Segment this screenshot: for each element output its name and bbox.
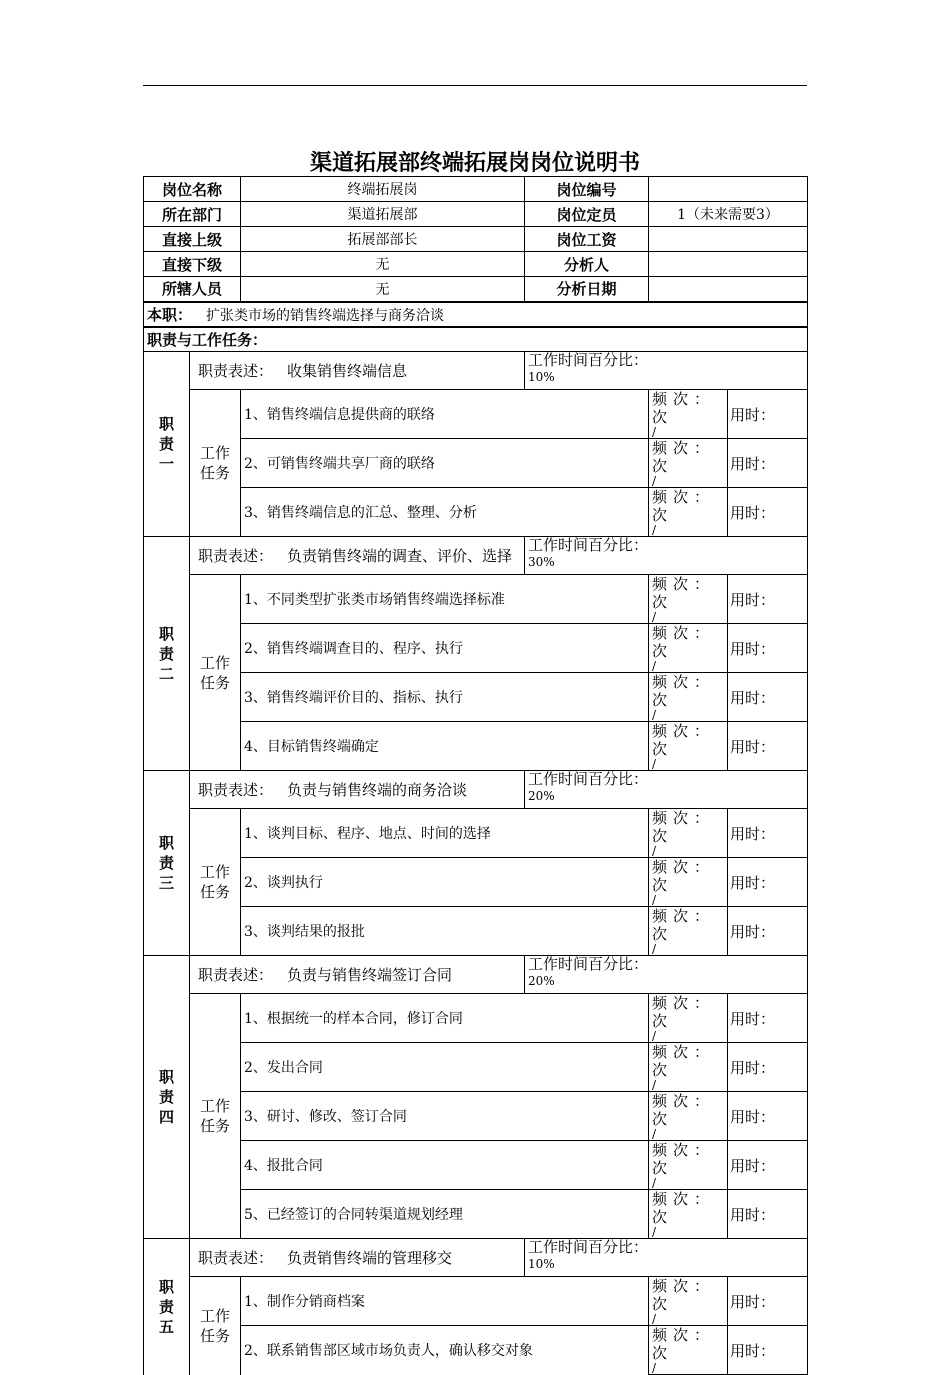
task-label-line: 工作 [200, 1306, 231, 1325]
time-percentage-value: 20% [528, 789, 555, 803]
summary-row [144, 302, 808, 327]
duty-number-char: 责 [158, 644, 174, 663]
header-value: 无 [241, 252, 525, 277]
duties-heading: 职责与工作任务： [144, 327, 808, 352]
task-text: 1、谈判目标、程序、地点、时间的选择 [241, 809, 649, 858]
task-label-line: 工作 [200, 863, 231, 881]
task-row [144, 994, 808, 1043]
header-value: 1（未来需要3） [649, 202, 808, 227]
header-rule [143, 85, 807, 86]
summary-cell [144, 302, 808, 327]
duty-number-cell [144, 352, 190, 537]
frequency-slash: / [652, 1361, 657, 1375]
header-row [144, 277, 808, 302]
usetime-cell: 用时： [728, 575, 808, 624]
frequency-cell [649, 1043, 728, 1092]
duty-statement-cell [190, 1239, 525, 1277]
statement-text: 负责与销售终端的商务洽谈 [287, 781, 468, 799]
frequency-cell [649, 673, 728, 722]
task-text: 1、不同类型扩张类市场销售终端选择标准 [241, 575, 649, 624]
usetime-cell: 用时： [728, 488, 808, 537]
summary-label: 本职： [147, 305, 193, 324]
time-percentage-label: 工作时间百分比： [528, 955, 649, 973]
frequency-label: 频次：次 [652, 439, 716, 475]
task-row [144, 488, 808, 537]
duty-statement-row [144, 771, 808, 809]
frequency-slash: / [652, 893, 657, 907]
duty-number-cell [144, 956, 190, 1239]
task-row [144, 673, 808, 722]
task-label-line: 工作 [200, 653, 231, 672]
task-row [144, 624, 808, 673]
duty-statement-row [144, 956, 808, 994]
header-value: 无 [241, 277, 525, 302]
statement-label: 职责表述： [198, 1249, 274, 1267]
time-percentage-value: 10% [528, 370, 555, 384]
frequency-cell [649, 439, 728, 488]
header-label: 分析日期 [525, 277, 649, 302]
duty-statement-row [144, 537, 808, 575]
duty-number-char: 一 [158, 455, 174, 473]
duty-number-char: 二 [158, 664, 174, 683]
task-text: 3、研讨、修改、签订合同 [241, 1092, 649, 1141]
task-text: 1、制作分销商档案 [241, 1277, 649, 1326]
header-label: 直接下级 [144, 252, 241, 277]
time-percentage-cell [525, 956, 808, 994]
header-label: 岗位名称 [144, 177, 241, 202]
task-text: 2、谈判执行 [241, 858, 649, 907]
task-text: 2、发出合同 [241, 1043, 649, 1092]
task-text: 4、目标销售终端确定 [241, 722, 649, 771]
frequency-cell [649, 1190, 728, 1239]
usetime-cell: 用时： [728, 1141, 808, 1190]
header-value: 渠道拓展部 [241, 202, 525, 227]
duty-statement-cell [190, 956, 525, 994]
frequency-cell [649, 488, 728, 537]
header-row [144, 227, 808, 252]
frequency-slash: / [652, 1176, 657, 1190]
frequency-slash: / [652, 474, 657, 488]
task-row [144, 809, 808, 858]
time-percentage-cell [525, 352, 808, 390]
header-value: 终端拓展岗 [241, 177, 525, 202]
frequency-label: 频次：次 [652, 1043, 716, 1079]
usetime-cell: 用时： [728, 1043, 808, 1092]
task-label-cell [190, 1277, 241, 1375]
time-percentage-cell [525, 537, 808, 575]
frequency-slash: / [652, 942, 657, 956]
duty-number-char: 职 [158, 1068, 174, 1086]
duties-heading-row [144, 327, 808, 352]
duty-statement-row [144, 1239, 808, 1277]
statement-text: 负责与销售终端签订合同 [287, 966, 453, 984]
frequency-label: 频次：次 [652, 488, 716, 524]
usetime-cell: 用时： [728, 809, 808, 858]
statement-text: 负责销售终端的管理移交 [287, 1249, 453, 1267]
frequency-label: 频次：次 [652, 673, 716, 709]
header-label: 所辖人员 [144, 277, 241, 302]
job-description-table [143, 176, 808, 1375]
frequency-label: 频次：次 [652, 624, 716, 660]
task-label-line: 工作 [200, 444, 231, 462]
task-label-line: 任务 [200, 1117, 231, 1135]
usetime-cell: 用时： [728, 858, 808, 907]
usetime-cell: 用时： [728, 1326, 808, 1375]
frequency-label: 频次：次 [652, 575, 716, 611]
frequency-slash: / [652, 757, 657, 771]
header-value [649, 252, 808, 277]
summary-value: 扩张类市场的销售终端选择与商务洽谈 [206, 307, 445, 324]
frequency-label: 频次：次 [652, 1141, 716, 1177]
task-label-line: 任务 [200, 464, 231, 482]
frequency-label: 频次：次 [652, 1190, 716, 1226]
statement-label: 职责表述： [198, 781, 274, 799]
frequency-cell [649, 907, 728, 956]
statement-label: 职责表述： [198, 362, 274, 380]
task-label-line: 任务 [200, 673, 231, 692]
statement-label: 职责表述： [198, 547, 274, 565]
frequency-label: 频次：次 [652, 809, 716, 845]
usetime-cell: 用时： [728, 1092, 808, 1141]
task-row [144, 907, 808, 956]
frequency-cell [649, 1277, 728, 1326]
header-value: 拓展部部长 [241, 227, 525, 252]
frequency-cell [649, 994, 728, 1043]
frequency-cell [649, 390, 728, 439]
task-label-line: 工作 [200, 1097, 231, 1115]
header-label: 所在部门 [144, 202, 241, 227]
frequency-cell [649, 722, 728, 771]
frequency-slash: / [652, 425, 657, 439]
task-label-line: 任务 [200, 1326, 231, 1345]
frequency-slash: / [652, 708, 657, 722]
duty-statement-row [144, 352, 808, 390]
frequency-cell [649, 1141, 728, 1190]
time-percentage-label: 工作时间百分比： [528, 351, 649, 369]
frequency-cell [649, 858, 728, 907]
task-row [144, 1277, 808, 1326]
frequency-label: 频次：次 [652, 907, 716, 943]
frequency-label: 频次：次 [652, 858, 716, 894]
task-label-line: 任务 [200, 883, 231, 901]
duty-number-char: 职 [158, 834, 174, 852]
time-percentage-cell [525, 1239, 808, 1277]
duty-number-cell [144, 537, 190, 771]
header-label: 岗位工资 [525, 227, 649, 252]
duty-statement-cell [190, 771, 525, 809]
duty-number-char: 责 [158, 1297, 174, 1316]
header-label: 岗位定员 [525, 202, 649, 227]
frequency-label: 频次：次 [652, 1092, 716, 1128]
task-row [144, 1092, 808, 1141]
frequency-cell [649, 809, 728, 858]
statement-text: 负责销售终端的调查、评价、选择 [287, 547, 513, 565]
header-label: 岗位编号 [525, 177, 649, 202]
frequency-slash: / [652, 1225, 657, 1239]
duty-number-char: 责 [158, 435, 174, 453]
duty-statement-cell [190, 537, 525, 575]
duty-number-char: 三 [158, 874, 174, 892]
duty-number-char: 职 [158, 415, 174, 433]
task-text: 1、根据统一的样本合同，修订合同 [241, 994, 649, 1043]
frequency-slash: / [652, 523, 657, 537]
usetime-cell: 用时： [728, 439, 808, 488]
time-percentage-value: 10% [528, 1257, 555, 1271]
task-label-cell [190, 809, 241, 956]
frequency-slash: / [652, 1029, 657, 1043]
task-text: 2、可销售终端共享厂商的联络 [241, 439, 649, 488]
usetime-cell: 用时： [728, 390, 808, 439]
duty-number-char: 五 [158, 1317, 174, 1336]
frequency-slash: / [652, 659, 657, 673]
usetime-cell: 用时： [728, 1190, 808, 1239]
time-percentage-cell [525, 771, 808, 809]
statement-text: 收集销售终端信息 [287, 362, 408, 380]
header-value [649, 177, 808, 202]
time-percentage-label: 工作时间百分比： [528, 770, 649, 788]
task-text: 2、销售终端调查目的、程序、执行 [241, 624, 649, 673]
statement-label: 职责表述： [198, 966, 274, 984]
frequency-label: 频次：次 [652, 994, 716, 1030]
header-value [649, 277, 808, 302]
task-label-cell [190, 390, 241, 537]
header-label: 直接上级 [144, 227, 241, 252]
task-label-cell [190, 994, 241, 1239]
duty-number-char: 四 [158, 1108, 174, 1126]
frequency-slash: / [652, 610, 657, 624]
time-percentage-label: 工作时间百分比： [528, 536, 649, 554]
task-text: 5、已经签订的合同转渠道规划经理 [241, 1190, 649, 1239]
frequency-slash: / [652, 1312, 657, 1326]
frequency-slash: / [652, 1127, 657, 1141]
usetime-cell: 用时： [728, 1277, 808, 1326]
frequency-label: 频次：次 [652, 722, 716, 758]
frequency-cell [649, 624, 728, 673]
header-row [144, 202, 808, 227]
usetime-cell: 用时： [728, 673, 808, 722]
task-text: 2、联系销售部区域市场负责人，确认移交对象 [241, 1326, 649, 1375]
duty-number-char: 责 [158, 1088, 174, 1106]
time-percentage-label: 工作时间百分比： [528, 1238, 649, 1256]
time-percentage-value: 30% [528, 555, 555, 569]
frequency-cell [649, 1092, 728, 1141]
duty-number-char: 职 [158, 624, 174, 643]
task-row [144, 575, 808, 624]
duty-number-cell [144, 1239, 190, 1375]
duty-statement-cell [190, 352, 525, 390]
header-label: 分析人 [525, 252, 649, 277]
usetime-cell: 用时： [728, 994, 808, 1043]
usetime-cell: 用时： [728, 907, 808, 956]
frequency-cell [649, 575, 728, 624]
usetime-cell: 用时： [728, 624, 808, 673]
task-label-cell [190, 575, 241, 771]
document-title: 渠道拓展部终端拓展岗岗位说明书 [309, 151, 640, 176]
frequency-label: 频次：次 [652, 1326, 716, 1362]
task-row [144, 722, 808, 771]
usetime-cell: 用时： [728, 722, 808, 771]
task-text: 4、报批合同 [241, 1141, 649, 1190]
frequency-label: 频次：次 [652, 1277, 716, 1313]
task-text: 3、销售终端评价目的、指标、执行 [241, 673, 649, 722]
task-row [144, 1326, 808, 1375]
header-row [144, 252, 808, 277]
task-row [144, 1043, 808, 1092]
task-text: 3、销售终端信息的汇总、整理、分析 [241, 488, 649, 537]
frequency-cell [649, 1326, 728, 1375]
task-row [144, 390, 808, 439]
header-row [144, 177, 808, 202]
task-row [144, 439, 808, 488]
duty-number-char: 责 [158, 854, 174, 872]
task-row [144, 858, 808, 907]
duty-number-cell [144, 771, 190, 956]
frequency-slash: / [652, 1078, 657, 1092]
time-percentage-value: 20% [528, 974, 555, 988]
header-value [649, 227, 808, 252]
task-text: 3、谈判结果的报批 [241, 907, 649, 956]
task-text: 1、销售终端信息提供商的联络 [241, 390, 649, 439]
task-row [144, 1141, 808, 1190]
task-row [144, 1190, 808, 1239]
duty-number-char: 职 [158, 1277, 174, 1296]
frequency-label: 频次：次 [652, 390, 716, 426]
frequency-slash: / [652, 844, 657, 858]
